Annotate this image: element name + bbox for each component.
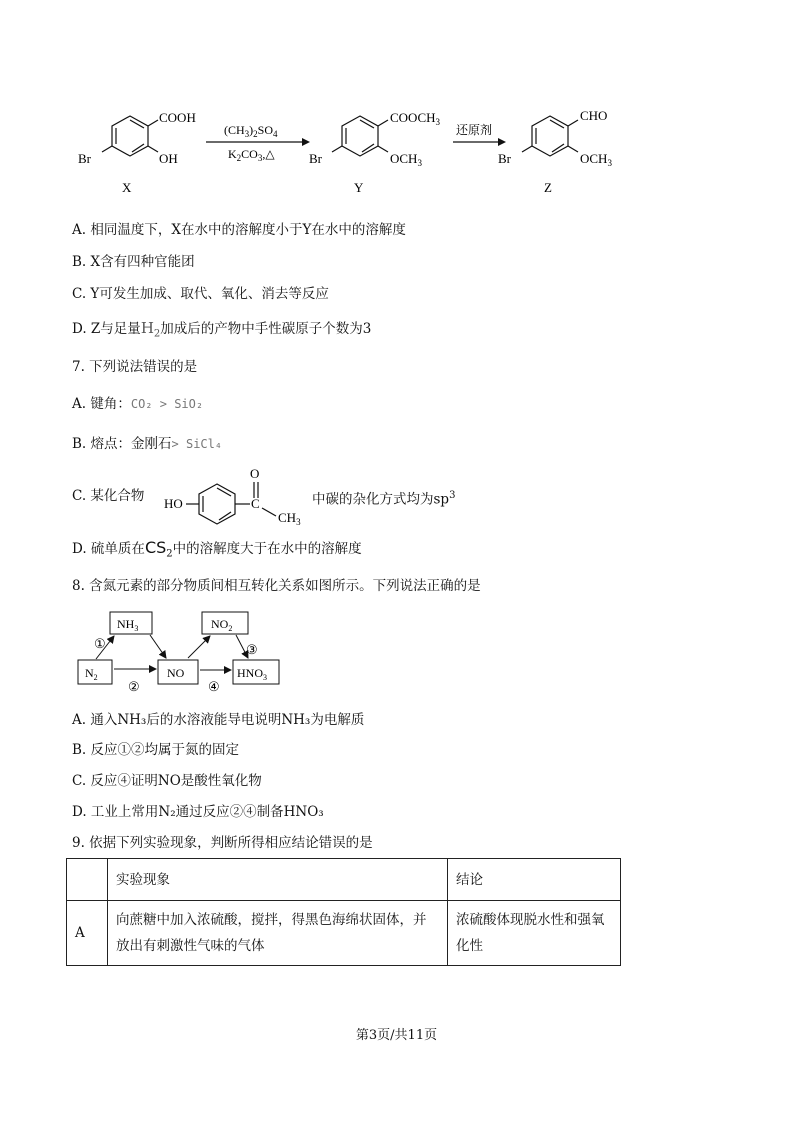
label-reaction-1: ① xyxy=(94,636,106,651)
label-reaction-2: ② xyxy=(128,679,140,694)
molecule-y xyxy=(332,116,388,156)
q9-stem: 9. 依据下列实验现象，判断所得相应结论错误的是 xyxy=(72,835,373,851)
reaction-scheme xyxy=(60,100,660,200)
q6-option-d xyxy=(72,319,371,344)
z-och3: $OCH_3$ xyxy=(580,151,612,168)
arrow-2-top: 还原剂 xyxy=(456,123,493,137)
label-n2: $N_2$ xyxy=(85,666,98,682)
y-br: Br xyxy=(309,151,322,166)
q8-option-d: D. 工业上常用N₂通过反应②④制备HNO₃ xyxy=(72,804,324,820)
table-header-row xyxy=(67,859,621,901)
q8-option-b: B. 反应①②均属于氮的固定 xyxy=(72,742,240,758)
q7-c-o: O xyxy=(250,466,260,481)
q7-option-d xyxy=(72,539,362,564)
q6-d-sub: 2 xyxy=(153,328,161,340)
x-oh: OH xyxy=(159,151,178,166)
label-no: NO xyxy=(167,666,185,680)
label-hno3: $HNO_3$ xyxy=(237,666,267,682)
q7-c-c: C xyxy=(251,496,260,511)
q6-option-b: B. X含有四种官能团 xyxy=(72,254,195,270)
q7-c-post: 中碳的杂化方式均为sp xyxy=(312,491,450,508)
arrow-nh3-no xyxy=(150,635,166,658)
experiment-table xyxy=(66,858,621,966)
header-option-cell xyxy=(67,859,108,901)
q6-d-post: 加成后的产物中手性碳原子个数为3 xyxy=(160,321,372,337)
x-label: X xyxy=(122,180,132,195)
q8-stem: 8. 含氮元素的部分物质间相互转化关系如图所示。下列说法正确的是 xyxy=(72,578,481,594)
row-conclusion: 浓硫酸体现脱水性和强氧化性 xyxy=(448,901,621,966)
q7-option-a xyxy=(72,395,203,413)
label-no2: $NO_2$ xyxy=(211,617,233,633)
q7-option-c-pre: C. 某化合物 xyxy=(72,488,145,504)
nitrogen-conversion-diagram xyxy=(70,603,290,698)
q7-b-pre: B. 熔点：金刚石 xyxy=(72,436,172,452)
q6-d-h: H xyxy=(140,319,154,337)
q7-d-post: 中的溶解度大于在水中的溶解度 xyxy=(172,541,362,557)
q7-compound-structure xyxy=(150,460,320,530)
header-conclusion: 结论 xyxy=(448,859,621,901)
y-label: Y xyxy=(354,180,364,195)
label-nh3: $NH_3$ xyxy=(117,617,139,633)
q7-d-sub: 2 xyxy=(166,548,173,560)
y-och3: $OCH_3$ xyxy=(390,151,422,168)
q7-stem: 7. 下列说法错误的是 xyxy=(72,359,198,375)
q7-c-sup: 3 xyxy=(449,490,456,501)
x-cooh: COOH xyxy=(159,110,196,125)
q7-option-c-post xyxy=(312,487,455,509)
molecule-z xyxy=(522,116,578,156)
q7-d-pre: D. 硫单质在 xyxy=(72,541,145,557)
q6-d-pre: D. Z与足量 xyxy=(72,321,141,337)
molecule-x xyxy=(102,116,158,156)
z-br: Br xyxy=(498,151,511,166)
q6-option-a: A. 相同温度下，X在水中的溶解度小于Y在水中的溶解度 xyxy=(72,222,406,238)
label-reaction-4: ④ xyxy=(208,679,220,694)
q7-option-b xyxy=(72,435,222,453)
arrow-1-head xyxy=(302,138,310,146)
arrow-1-top: $(CH_3)_2SO_4$ xyxy=(224,123,278,139)
q7-c-ho: HO xyxy=(164,496,183,511)
y-cooch3: $COOCH_3$ xyxy=(390,110,441,127)
row-option: A xyxy=(67,901,108,966)
label-reaction-3: ③ xyxy=(246,642,258,657)
q7-b-formula: > SiCl₄ xyxy=(171,437,223,451)
q7-c-ch3: $CH_3$ xyxy=(278,510,301,527)
page-footer: 第3页/共11页 xyxy=(355,1028,438,1043)
arrow-2-head xyxy=(498,138,506,146)
q7-a-formula: CO₂ > SiO₂ xyxy=(130,397,204,411)
z-label: Z xyxy=(544,180,552,195)
q7-d-cs: CS xyxy=(144,538,167,557)
x-br: Br xyxy=(78,151,91,166)
z-cho: CHO xyxy=(580,108,608,123)
q8-option-a: A. 通入NH₃后的水溶液能导电说明NH₃为电解质 xyxy=(72,712,365,728)
q7-a-pre: A. 键角： xyxy=(72,396,131,412)
arrow-1-bottom: $K_2CO_3,\triangle$ xyxy=(228,147,275,163)
table-row xyxy=(67,901,621,966)
q8-option-c: C. 反应④证明NO是酸性氧化物 xyxy=(72,773,262,789)
arrow-no-no2 xyxy=(188,636,210,658)
row-phenomenon: 向蔗糖中加入浓硫酸，搅拌，得黑色海绵状固体，并放出有刺激性气味的气体 xyxy=(108,901,448,966)
header-phenomenon: 实验现象 xyxy=(108,859,448,901)
q6-option-c: C. Y可发生加成、取代、氧化、消去等反应 xyxy=(72,286,329,302)
